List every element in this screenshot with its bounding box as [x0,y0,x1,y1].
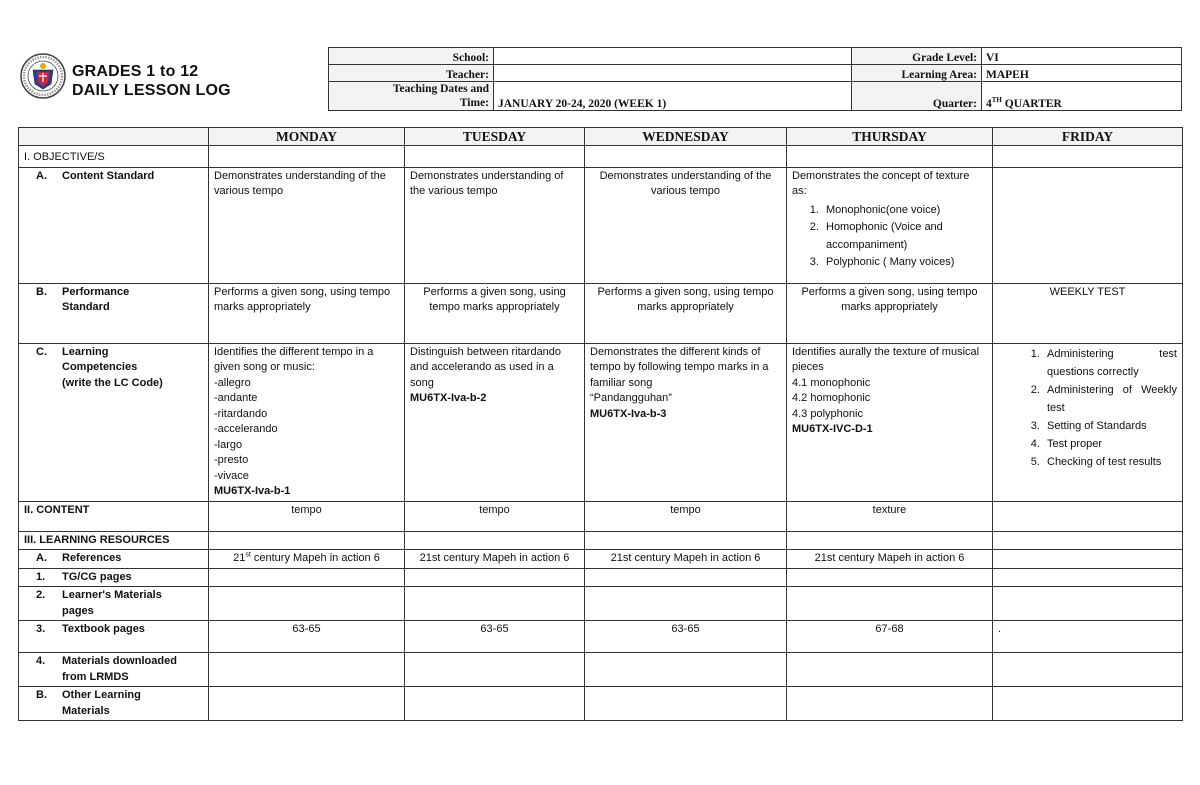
quarter-suffix: TH [991,96,1002,105]
learning-competencies-label [19,343,209,501]
tg-label [19,568,209,587]
textbook-row [19,621,1183,653]
tg-letter: 1. [36,570,46,583]
cs-thu-item-1: 1. Monophonic(one voice) [822,202,987,220]
references-row [19,550,1183,569]
lc-label-line2: Competencies [62,361,138,373]
learning-competencies-tue[interactable] [405,343,585,501]
lrmds-wed[interactable] [585,653,787,687]
ref-mon-sup: st [245,551,251,559]
content-standard-fri[interactable] [993,167,1183,283]
other-materials-label [19,687,209,721]
lm-letter: 2. [36,589,46,601]
references-text: References [62,552,122,564]
learning-competencies-fri[interactable] [993,343,1183,501]
cs-thu-intro: Demonstrates the concept of texture as: [792,169,970,197]
learning-competencies-mon[interactable] [209,343,405,501]
performance-standard-tue[interactable]: Performs a given song, using tempo marks appropriately [405,283,585,343]
other-text [62,688,203,719]
textbook-fri[interactable]: . [993,621,1183,653]
lrmds-label-line1: Materials downloaded [62,655,177,667]
lc-tue-text: Distinguish between ritardando and accelerando as used in a song [410,345,562,389]
other-tue[interactable] [405,687,585,721]
teacher-label: Teacher: [329,65,494,82]
lrmds-row [19,653,1183,687]
ps-label-line1: Performance [62,285,130,298]
performance-standard-label [19,283,209,343]
tg-row [19,568,1183,587]
content-fri[interactable] [993,501,1183,531]
content-tue[interactable]: tempo [405,501,585,531]
lc-thu-code: MU6TX-IVC-D-1 [792,423,873,435]
lm-mon[interactable] [209,587,405,621]
lc-fri-item-5: 5. Checking of test results [1043,453,1177,471]
lc-tue-code: MU6TX-Iva-b-2 [410,392,487,404]
lc-mon-item-1: -allegro [214,376,251,389]
performance-standard-fri[interactable]: WEEKLY TEST [993,283,1183,343]
references-thu[interactable]: 21st century Mapeh in action 6 [787,550,993,569]
learning-competencies-wed[interactable] [585,343,787,501]
performance-standard-row [19,283,1183,343]
performance-standard-text [62,285,203,316]
lrmds-label-line2: from LRMDS [62,670,129,683]
performance-standard-thu[interactable]: Performs a given song, using tempo marks appropriately [787,283,993,343]
learning-resources-label-text: III. LEARNING RESOURCES [24,533,170,546]
content-standard-wed[interactable]: Demonstrates understanding of the various tempo [585,167,787,283]
lc-thu-item-3: 4.3 polyphonic [792,407,863,420]
tb-letter: 3. [36,623,46,635]
lc-mon-item-7: -vivace [214,469,249,482]
lm-thu[interactable] [787,587,993,621]
quarter-value[interactable] [982,82,1182,111]
resources-wed[interactable] [585,531,787,550]
objectives-label-text: I. OBJECTIVE/S [24,151,105,163]
tb-text: Textbook pages [62,623,145,635]
tg-fri[interactable] [993,568,1183,587]
textbook-thu[interactable]: 67-68 [787,621,993,653]
other-mon[interactable] [209,687,405,721]
lc-fri-item-3: 3. Setting of Standards [1043,417,1177,435]
lc-label-line3: (write the LC Code) [62,376,163,389]
references-tue[interactable]: 21st century Mapeh in action 6 [405,550,585,569]
references-mon[interactable] [209,550,405,569]
tg-text: TG/CG pages [62,570,132,583]
quarter-number: 4 [986,98,992,110]
school-value[interactable] [494,48,852,65]
teacher-value[interactable] [494,65,852,82]
performance-standard-mon[interactable]: Performs a given song, using tempo marks appropriately [209,283,405,343]
resources-mon[interactable] [209,531,405,550]
lrmds-mon[interactable] [209,653,405,687]
references-label [19,550,209,569]
lrmds-letter: 4. [36,655,46,667]
grade-level-value[interactable]: VI [982,48,1182,65]
content-row [19,501,1183,531]
cs-thu-item-3: 3. Polyphonic ( Many voices) [822,254,987,272]
objectives-wed[interactable] [585,146,787,168]
content-standard-tue[interactable]: Demonstrates understanding of the various tempo [405,167,585,283]
content-wed[interactable]: tempo [585,501,787,531]
deped-seal-logo [20,48,66,104]
lrmds-label [19,653,209,687]
ref-mon-rest: century Mapeh in action 6 [250,552,380,564]
lc-mon-item-5: -largo [214,438,243,451]
lc-wed-quote: “Pandangguhan” [590,392,672,404]
header-info-table [328,47,1182,111]
references-letter: A. [36,552,47,564]
lc-mon-item-6: -presto [214,454,249,466]
quarter-word: QUARTER [1001,98,1062,110]
lc-letter: C. [36,345,47,358]
school-label: School: [329,48,494,65]
grade-level-label: Grade Level: [852,48,982,65]
day-monday: MONDAY [209,128,405,146]
content-mon[interactable]: tempo [209,501,405,531]
content-label-text: II. CONTENT [24,503,90,516]
objectives-mon[interactable] [209,146,405,168]
content-standard-mon[interactable]: Demonstrates understanding of the various tempo [209,167,405,283]
title-line-1: GRADES 1 to 12 [72,63,199,80]
tg-thu[interactable] [787,568,993,587]
learning-area-value[interactable]: MAPEH [982,65,1182,82]
lrmds-thu[interactable] [787,653,993,687]
lm-label [19,587,209,621]
other-letter: B. [36,689,47,701]
day-friday: FRIDAY [993,128,1183,146]
content-label [19,501,209,531]
lc-thu-text: Identifies aurally the texture of musical pieces [792,345,980,373]
quarter-label: Quarter: [852,82,982,111]
learning-competencies-row [19,343,1183,501]
lrmds-tue[interactable] [405,653,585,687]
ref-mon-num: 21 [233,552,246,564]
content-standard-label [19,167,209,283]
tg-wed[interactable] [585,568,787,587]
learning-resources-row [19,531,1183,550]
references-wed[interactable]: 21st century Mapeh in action 6 [585,550,787,569]
lm-tue[interactable] [405,587,585,621]
content-standard-thu[interactable] [787,167,993,283]
other-materials-row [19,687,1183,721]
resources-tue[interactable] [405,531,585,550]
textbook-mon[interactable]: 63-65 [209,621,405,653]
objectives-tue[interactable] [405,146,585,168]
lc-thu-item-2: 4.2 homophonic [792,392,871,404]
resources-fri[interactable] [993,531,1183,550]
teaching-dates-label [329,82,494,111]
title-line-2: DAILY LESSON LOG [72,82,231,99]
day-tuesday: TUESDAY [405,128,585,146]
tg-mon[interactable] [209,568,405,587]
page-title [72,62,231,100]
lm-fri[interactable] [993,587,1183,621]
lc-mon-intro: Identifies the different tempo in a given song or music: [214,345,374,373]
lc-mon-item-3: -ritardando [214,407,268,420]
tg-tue[interactable] [405,568,585,587]
learning-area-label: Learning Area: [852,65,982,82]
lrmds-text [62,654,203,685]
performance-standard-letter: B. [36,285,47,298]
lc-thu-item-1: 4.1 monophonic [792,376,871,389]
teaching-dates-value[interactable]: JANUARY 20-24, 2020 (WEEK 1) [494,82,852,111]
lm-label-line2: pages [62,604,94,617]
lc-wed-text: Demonstrates the different kinds of tempo by following tempo marks in a familiar song [590,345,769,389]
teaching-dates-label-line1: Teaching Dates and [392,83,489,95]
lm-row [19,587,1183,621]
performance-standard-wed[interactable]: Performs a given song, using tempo marks appropriately [585,283,787,343]
textbook-tue[interactable]: 63-65 [405,621,585,653]
lc-mon-item-4: -accelerando [214,423,278,435]
lrmds-fri[interactable] [993,653,1183,687]
textbook-wed[interactable]: 63-65 [585,621,787,653]
lc-mon-code: MU6TX-Iva-b-1 [214,485,291,497]
day-header-row [19,128,1183,146]
learning-competencies-thu[interactable] [787,343,993,501]
lc-mon-item-2: -andante [214,392,258,404]
content-standard-letter: A. [36,169,47,182]
other-wed[interactable] [585,687,787,721]
learning-resources-label [19,531,209,550]
objectives-fri[interactable] [993,146,1183,168]
lesson-log-table [18,127,1183,721]
day-thursday: THURSDAY [787,128,993,146]
objectives-row [19,146,1183,168]
lc-fri-item-4: 4. Test proper [1043,435,1177,453]
lc-label-text [62,345,203,392]
teaching-dates-label-line2: Time: [459,97,489,109]
lc-fri-item-1: 1. Administering test questions correctly [1043,345,1177,381]
lm-wed[interactable] [585,587,787,621]
ps-label-line2: Standard [62,301,110,313]
content-standard-row [19,167,1183,283]
content-standard-text: Content Standard [62,169,155,182]
corner-cell [19,128,209,146]
references-fri[interactable] [993,550,1183,569]
lm-text [62,588,203,619]
lc-fri-item-2: 2. Administering of Weekly test [1043,381,1177,417]
other-label-line2: Materials [62,704,110,717]
other-fri[interactable] [993,687,1183,721]
lm-label-line1: Learner's Materials [62,589,162,601]
objectives-thu[interactable] [787,146,993,168]
content-thu[interactable]: texture [787,501,993,531]
day-wednesday: WEDNESDAY [585,128,787,146]
textbook-label [19,621,209,653]
resources-thu[interactable] [787,531,993,550]
objectives-label [19,146,209,168]
cs-thu-item-2: 2. Homophonic (Voice and accompaniment) [822,219,987,254]
other-thu[interactable] [787,687,993,721]
lc-wed-code: MU6TX-Iva-b-3 [590,407,667,420]
other-label-line1: Other Learning [62,689,141,701]
lc-label-line1: Learning [62,345,109,358]
